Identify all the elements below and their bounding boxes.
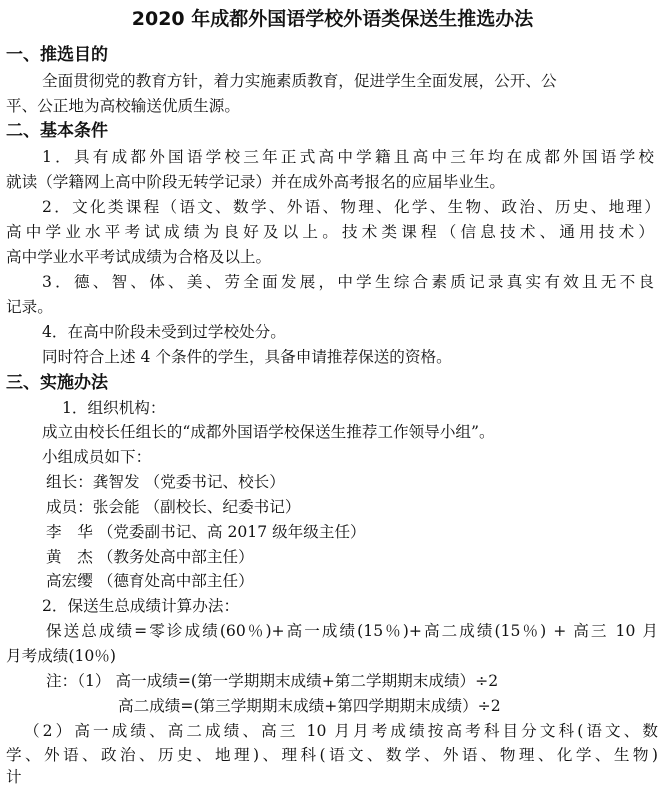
note-2-line: 学、外语、政治、历史、地理)、理科(语文、数学、外语、物理、化学、生物) (6, 746, 658, 764)
purpose-text-line: 平、公正地为高校输送优质生源。 (6, 97, 240, 115)
document-title: 2020 年成都外国语学校外语类保送生推选办法 (131, 8, 534, 30)
member-item: 黄 杰 （教务处高中部主任） (46, 548, 254, 566)
condition-2-line: 高中学业水平考试成绩为合格及以上。 (6, 248, 272, 266)
formula-line: 保送总成绩=零诊成绩(60％)+高一成绩(15％)+高二成绩(15％) + 高三 10 月 (46, 622, 658, 640)
condition-2-line: 2．文化类课程（语文、数学、外语、物理、化学、生物、政治、历史、地理） (42, 198, 660, 216)
condition-3-line: 记录。 (6, 298, 53, 316)
section-heading-implementation: 三、实施办法 (6, 373, 108, 393)
org-title: 1．组织机构： (62, 399, 166, 417)
note-1-second-line: 高二成绩=(第三学期期末成绩+第四学期期末成绩）÷2 (118, 697, 501, 715)
section-heading-conditions: 二、基本条件 (6, 121, 108, 141)
condition-1-line: 就读（学籍网上高中阶段无转学记录）并在成外高考报名的应届毕业生。 (6, 173, 506, 191)
condition-1-line: 1．具有成都外国语学校三年正式高中学籍且高中三年均在成都外国语学校 (42, 148, 654, 166)
member-item: 成员：张会能 （副校长、纪委书记） (46, 498, 301, 516)
formula-line: 月考成绩(10％) (6, 647, 116, 665)
note-2-line: （2）高一成绩、高二成绩、高三 10 月月考成绩按高考科目分文科(语文、数 (24, 722, 658, 740)
members-intro: 小组成员如下： (42, 448, 152, 466)
note-2-line: 计 (6, 768, 22, 786)
section-heading-purpose: 一、推选目的 (6, 45, 108, 65)
condition-3-line: 3．德、智、体、美、劳全面发展，中学生综合素质记录真实有效且无不良 (42, 273, 654, 291)
conditions-summary: 同时符合上述 4 个条件的学生，具备申请推荐保送的资格。 (42, 348, 452, 366)
condition-2-line: 高中学业水平考试成绩为良好及以上。技术类课程（信息技术、通用技术） (6, 223, 654, 241)
note-1: 注：（1） 高一成绩=(第一学期期末成绩+第二学期期末成绩）÷2 (46, 672, 499, 690)
condition-4-line: 4．在高中阶段未受到过学校处分。 (42, 323, 286, 341)
member-item: 组长：龚智发 （党委书记、校长） (46, 473, 285, 491)
org-description: 成立由校长任组长的“成都外国语学校保送生推荐工作领导小组”。 (42, 423, 495, 441)
member-item: 高宏缨 （德育处高中部主任） (46, 572, 254, 590)
purpose-text-line: 全面贯彻党的教育方针，着力实施素质教育，促进学生全面发展，公开、公 (42, 72, 557, 90)
member-item: 李 华 （党委副书记、高 2017 级年级主任） (46, 523, 366, 541)
calc-title: 2．保送生总成绩计算办法： (42, 597, 240, 615)
